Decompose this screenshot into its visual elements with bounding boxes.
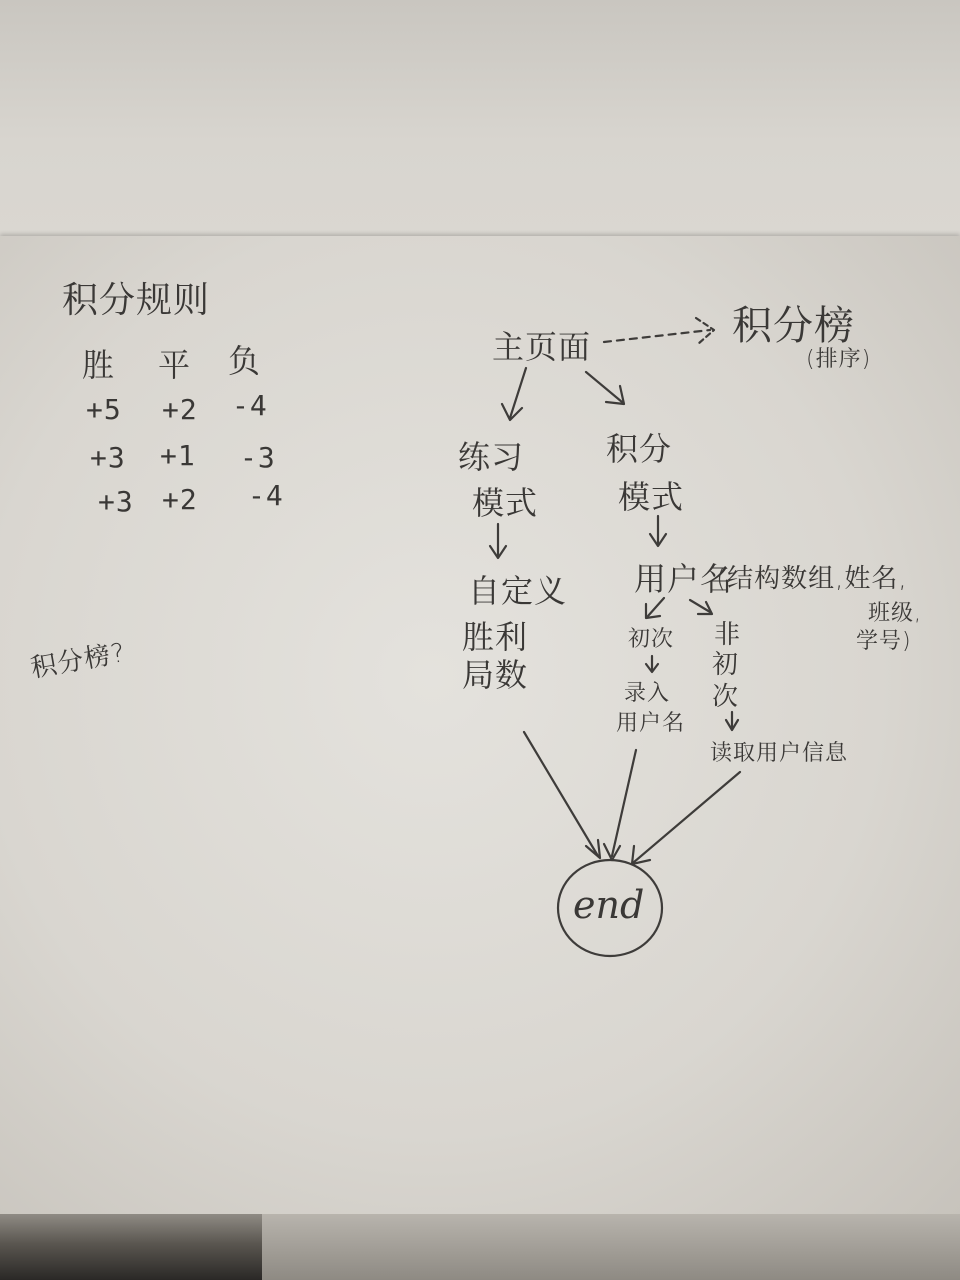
rules-header-draw: 平: [158, 346, 192, 384]
rules-cell: +1: [160, 439, 196, 472]
node-nonfirst-line2: 初: [712, 650, 740, 680]
node-end: end: [573, 883, 645, 927]
node-first-line3: 用户名: [616, 711, 686, 736]
node-score-mode-line2: 模式: [618, 478, 685, 516]
rules-header-loss: 负: [228, 342, 262, 380]
leaderboard-side-note: 积分榜?: [28, 637, 129, 685]
rules-cell: +5: [86, 393, 122, 426]
node-custom-line3: 局数: [462, 656, 529, 694]
node-struct-note-line3: 学号): [856, 629, 912, 654]
rules-cell: -3: [240, 441, 276, 474]
rules-cell: +2: [162, 393, 198, 426]
node-leaderboard-note: (排序): [806, 347, 872, 372]
arrow-username-to-first: [648, 598, 664, 616]
node-nonfirst-line1: 非: [714, 620, 742, 650]
node-first-line2: 录入: [624, 681, 671, 706]
arrow-register-to-end: [612, 750, 636, 856]
arrow-read-to-end: [634, 772, 740, 862]
rules-cell: -4: [248, 479, 284, 512]
node-read-user-info: 读取用户信息: [710, 741, 849, 766]
node-leaderboard: 积分榜: [732, 303, 855, 349]
rules-header-win: 胜: [82, 346, 116, 384]
rules-title: 积分规则: [62, 280, 211, 321]
node-nonfirst-line3: 次: [712, 682, 740, 712]
node-main-page: 主页面: [492, 328, 592, 366]
arrow-custom-to-end: [524, 732, 598, 856]
rules-cell: -4: [232, 389, 268, 422]
arrow-main-to-score: [586, 372, 622, 402]
node-first-line1: 初次: [628, 627, 675, 652]
end-circle: [558, 860, 662, 956]
arrow-main-to-leaderboard: [604, 330, 710, 342]
node-practice-mode-line2: 模式: [472, 484, 539, 522]
node-practice-mode-line1: 练习: [458, 438, 525, 476]
rules-cell: +3: [98, 485, 134, 518]
node-struct-note-line2: 班级,: [868, 601, 922, 626]
node-custom-line2: 胜利: [462, 618, 529, 656]
rules-cell: +3: [90, 441, 126, 474]
node-score-mode-line1: 积分: [606, 430, 673, 468]
node-custom-line1: 自定义: [468, 572, 568, 610]
node-username: 用户名: [634, 560, 734, 598]
rules-cell: +2: [162, 483, 198, 516]
node-struct-note-line1: (结构数组,姓名,: [716, 564, 908, 594]
